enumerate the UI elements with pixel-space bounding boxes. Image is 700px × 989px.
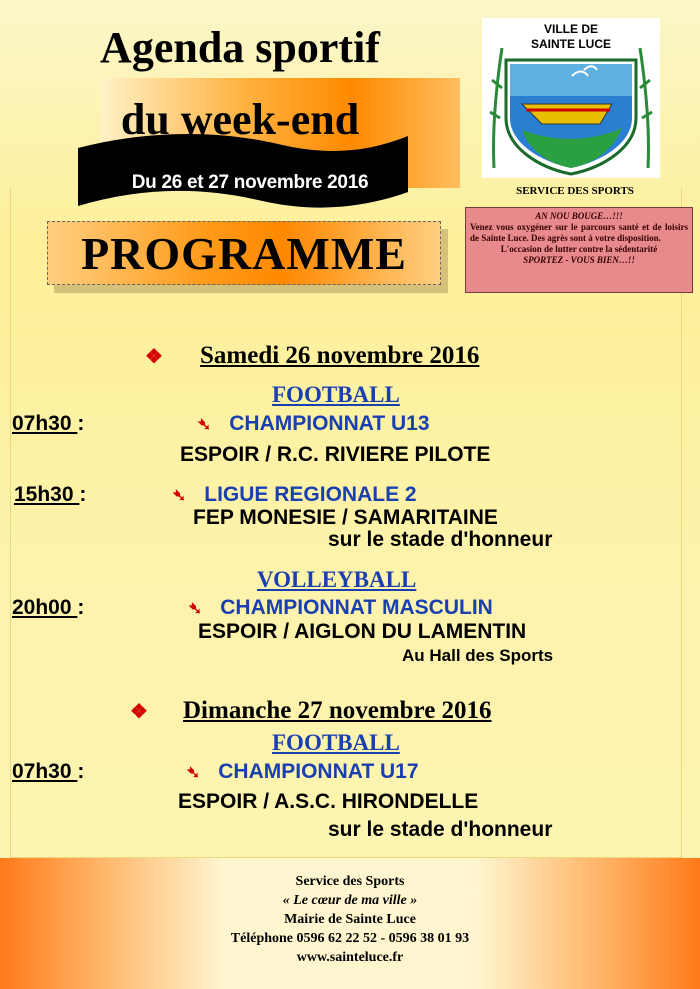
- footer-line-2: « Le cœur de ma ville »: [282, 893, 418, 908]
- event-venue: Au Hall des Sports: [402, 646, 554, 665]
- slogan-line-4: SPORTEZ - VOUS BIEN…!!: [523, 255, 635, 265]
- title-line-2: du week-end: [120, 95, 360, 144]
- service-des-sports-label: SERVICE DES SPORTS: [516, 185, 634, 197]
- event-time: 15h30 :: [14, 483, 87, 506]
- event-time: 07h30 :: [12, 760, 85, 783]
- slogan-box: [465, 207, 693, 293]
- programme-banner: PROGRAMME: [47, 221, 441, 285]
- event-competition: ➴ LIGUE REGIONALE 2: [172, 483, 417, 506]
- date-range: Du 26 et 27 novembre 2016: [131, 172, 369, 193]
- event-match: ESPOIR / A.S.C. HIRONDELLE: [178, 790, 479, 813]
- sunday-football-label: FOOTBALL: [272, 730, 400, 755]
- footer-contact: [130, 872, 570, 967]
- footer-website: www.sainteluce.fr: [296, 950, 404, 965]
- event-time: 20h00 :: [12, 596, 85, 619]
- footer-phone: Téléphone 0596 62 22 52 - 0596 38 01 93: [230, 931, 470, 946]
- hand-arrow-icon: ➴: [172, 486, 187, 505]
- hand-arrow-icon: ➴: [197, 415, 212, 434]
- event-match: ESPOIR / AIGLON DU LAMENTIN: [198, 620, 527, 643]
- slogan-line-3: L'occasion de lutter contre la sédentarité: [500, 244, 658, 254]
- footer-line-3: Mairie de Sainte Luce: [284, 912, 416, 927]
- title-line-1: Agenda sportif: [100, 23, 380, 72]
- saturday-volleyball-label: VOLLEYBALL: [257, 567, 417, 592]
- saturday-football-label: FOOTBALL: [272, 382, 400, 407]
- logo-line-2: SAINTE LUCE: [530, 37, 611, 51]
- saturday-title: Samedi 26 novembre 2016: [200, 342, 480, 369]
- logo-line-1: VILLE DE: [543, 22, 598, 36]
- footer: [0, 858, 700, 989]
- event-time: 07h30 :: [12, 412, 85, 435]
- hand-arrow-icon: ➴: [188, 599, 203, 618]
- logo-emblem-icon: [482, 18, 660, 178]
- slogan-line-1: AN NOU BOUGE…!!!: [535, 211, 623, 221]
- city-logo: [482, 18, 660, 178]
- hand-arrow-icon: ➴: [186, 763, 201, 782]
- diamond-bullet-icon: ❖: [130, 701, 148, 723]
- diamond-bullet-icon: ❖: [145, 346, 163, 368]
- sunday-title: Dimanche 27 novembre 2016: [183, 697, 492, 724]
- event-competition: ➴ CHAMPIONNAT U17: [186, 760, 419, 783]
- event-competition: ➴ CHAMPIONNAT MASCULIN: [188, 596, 493, 619]
- footer-line-1: Service des Sports: [295, 874, 405, 889]
- event-competition: ➴ CHAMPIONNAT U13: [197, 412, 430, 435]
- event-match: FEP MONESIE / SAMARITAINE: [193, 506, 498, 529]
- event-match: ESPOIR / R.C. RIVIERE PILOTE: [180, 443, 491, 466]
- slogan-line-2: Venez vous oxygéner sur le parcours santé et de loisirs de Sainte Luce. Des agrès sont à votre disposition.: [470, 222, 688, 243]
- event-venue: sur le stade d'honneur: [328, 528, 553, 551]
- event-venue: sur le stade d'honneur: [328, 818, 553, 841]
